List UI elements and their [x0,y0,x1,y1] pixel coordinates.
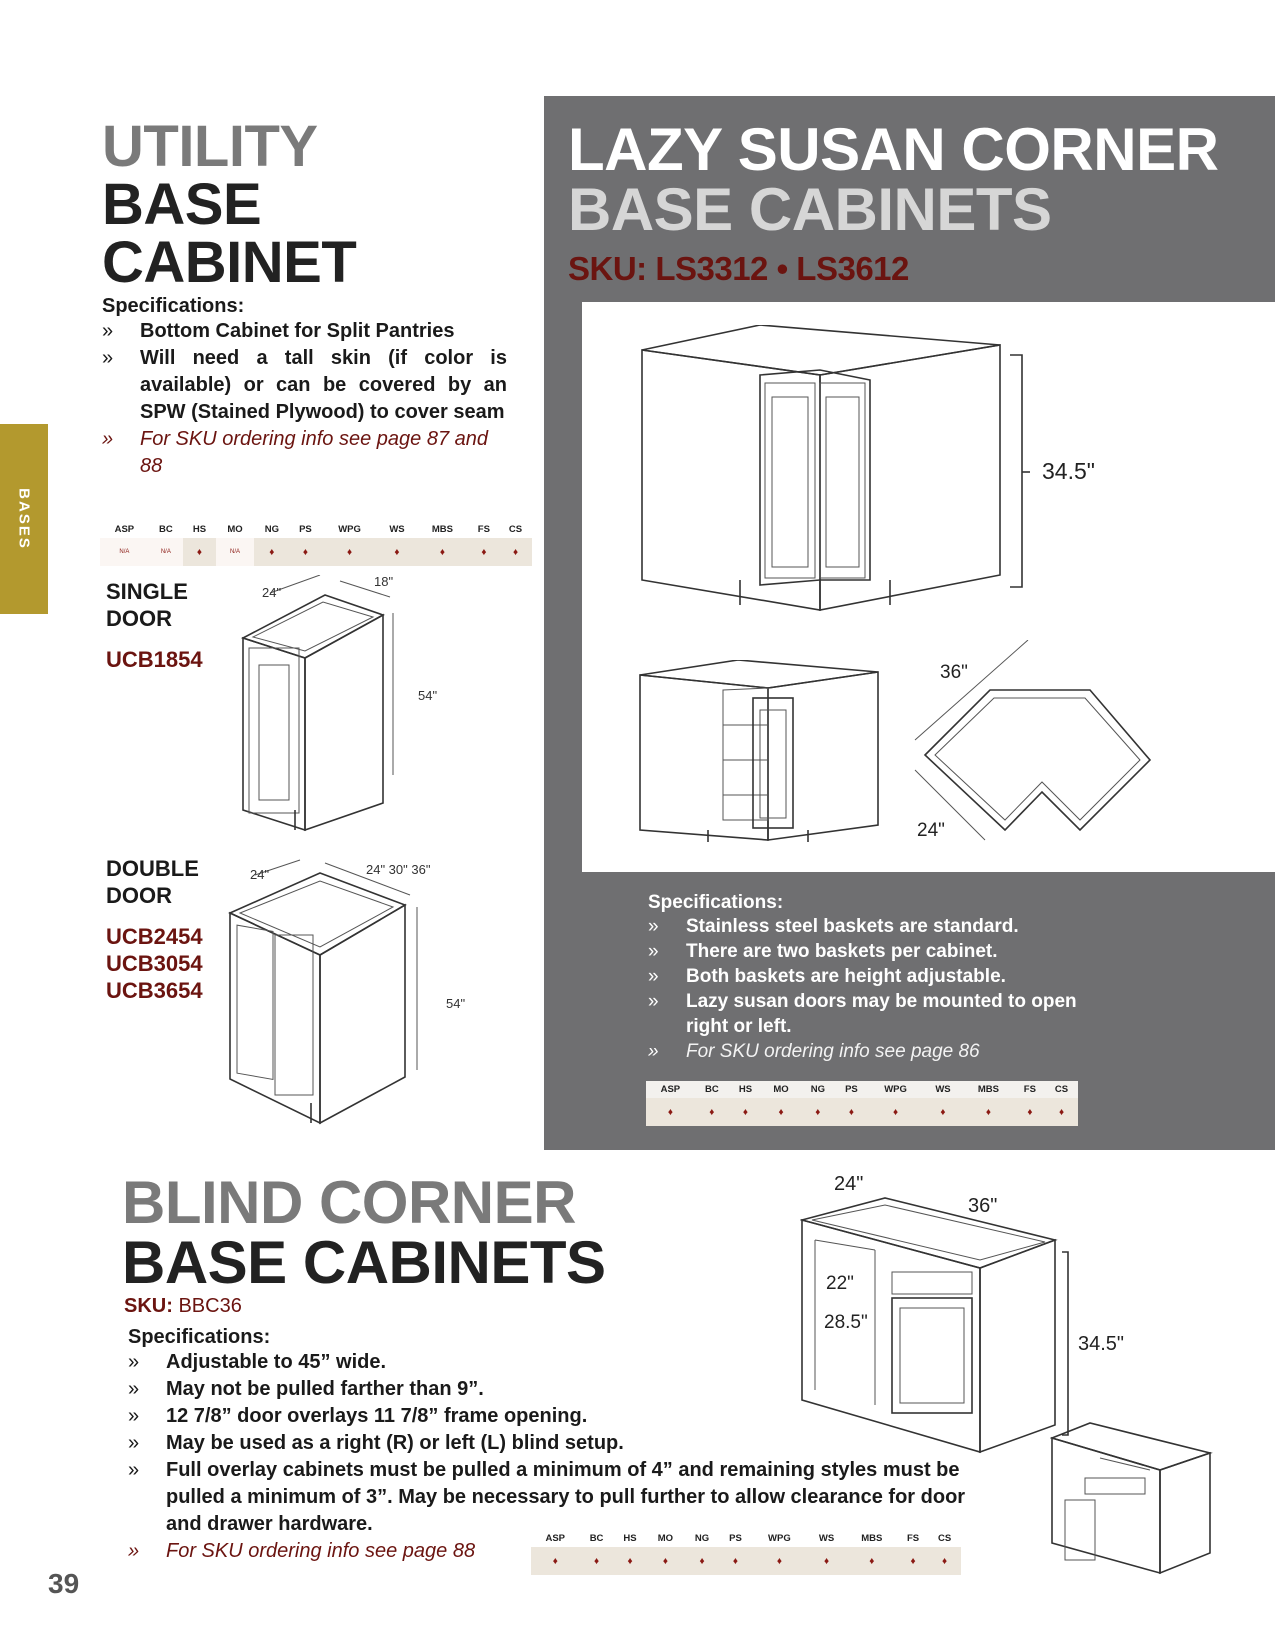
double-door-cabinet-drawing [225,855,455,1135]
utility-header-cell: MO [227,524,243,535]
lazy-title-line2: BASE CABINETS [568,176,1052,243]
lazy-specs [648,892,1078,1064]
blind-header-cell: BC [589,1533,604,1544]
lazy-header-cell: CS [1054,1084,1069,1095]
blind-header-cell: HS [623,1533,637,1544]
lazy-spec-title: Specifications: [648,892,784,913]
double-door-label-line2: DOOR [106,883,172,908]
lazy-header-cell: BC [704,1084,719,1095]
side-tab-label: BASES [15,488,33,550]
utility-availability-cell: ♦ [416,538,469,566]
lazy-ordering-link[interactable]: » For SKU ordering info see page 86 [648,1039,1078,1064]
blind-header-cell: WPG [768,1533,791,1544]
lazy-spec-item: » Lazy susan doors may be mounted to open right or left. [648,989,1078,1039]
double-width-dim: 24" 30" 36" [366,862,431,877]
double-door-sku: UCB3654 [106,978,203,1003]
utility-header-cell: PS [299,524,312,535]
utility-availability-cell: ♦ [254,538,290,566]
blind-availability-cell: ♦ [531,1547,580,1575]
utility-spec-item: » Bottom Cabinet for Split Pantries [102,318,507,345]
blind-header-cell: FS [906,1533,920,1544]
utility-header-cell: BC [158,524,173,535]
blind-availability-table [531,1530,961,1575]
blind-spec-title: Specifications: [128,1326,271,1348]
double-door-sku: UCB3054 [106,951,203,976]
utility-availability-cell: N/A [149,538,183,566]
blind-spec-item: » Full overlay cabinets must be pulled a minimum of 4” and remaining styles must be pulled a minimum of 3”. May be necessary to pull further to allow clearance for door and drawer hardware. [128,1457,978,1538]
utility-availability-cell: ♦ [499,538,532,566]
blind-spec-item: » Adjustable to 45” wide. [128,1349,978,1376]
lazy-side1-dim: 36" [940,662,968,683]
blind-inner-height-dim: 28.5" [824,1312,868,1333]
blind-corner-small-drawing [1050,1418,1220,1578]
blind-availability-cell: ♦ [614,1547,647,1575]
double-depth-dim: 24" [250,867,270,882]
lazy-susan-title [568,116,1219,288]
utility-spec-title: Specifications: [102,295,245,317]
blind-header-cell: CS [937,1533,952,1544]
lazy-header-cell: MBS [977,1084,999,1095]
blind-spec-item: » 12 7/8” door overlays 11 7/8” frame opening. [128,1403,978,1430]
blind-sku [124,1295,242,1318]
lazy-availability-cell: ♦ [1045,1098,1078,1126]
lazy-header-cell: HS [738,1084,753,1095]
blind-spec-item: » May be used as a right (R) or left (L) blind setup. [128,1430,978,1457]
lazy-height-dim: 34.5" [1042,458,1095,484]
lazy-sku: SKU: LS3312 • LS3612 [568,250,909,287]
blind-availability-cell: ♦ [898,1547,928,1575]
blind-title [122,1169,606,1296]
utility-title-line3: CABINET [102,230,357,295]
lazy-spec-item: » Both baskets are height adjustable. [648,964,1078,989]
single-width-dim: 18" [374,574,394,589]
lazy-header-cell: PS [845,1084,858,1095]
utility-header-cell: HS [192,524,207,535]
double-height-dim: 54" [446,996,466,1011]
utility-title-line2: BASE [102,172,262,237]
blind-sku-label: SKU: [124,1295,173,1317]
blind-availability-cell: ♦ [720,1547,751,1575]
blind-title-line2: BASE CABINETS [122,1229,606,1296]
blind-availability-cell: ♦ [580,1547,614,1575]
utility-specs [102,295,507,480]
lazy-availability-cell: ♦ [646,1098,695,1126]
blind-title-line1: BLIND CORNER [122,1169,576,1236]
single-door-sku: UCB1854 [106,647,203,672]
lazy-susan-cabinet-drawing [640,325,1040,615]
utility-header-cell: FS [477,524,490,535]
double-door-label-line1: DOUBLE [106,856,199,881]
page-number: 39 [48,1568,80,1599]
blind-availability-cell: ♦ [808,1547,846,1575]
utility-ordering-link[interactable]: » For SKU ordering info see page 87 and 88 [102,426,507,480]
single-depth-dim: 24" [262,585,282,600]
blind-header-cell: PS [729,1533,742,1544]
blind-header-cell: MBS [861,1533,883,1544]
utility-header-cell: ASP [114,524,135,535]
lazy-availability-table [646,1081,1078,1126]
utility-availability-cell: ♦ [378,538,416,566]
utility-header-cell: MBS [431,524,453,535]
single-door-cabinet-drawing [235,575,465,845]
blind-opening-dim: 22" [826,1273,854,1294]
utility-header-cell: WPG [338,524,361,535]
blind-width-dim: 36" [968,1195,998,1217]
utility-availability-cell: N/A [216,538,254,566]
utility-availability-cell: N/A [100,538,149,566]
blind-depth-dim: 24" [834,1173,864,1195]
lazy-availability-cell: ♦ [762,1098,800,1126]
blind-header-cell: WS [818,1533,835,1544]
blind-header-cell: MO [657,1533,674,1544]
lazy-availability-cell: ♦ [1015,1098,1045,1126]
blind-height-dim: 34.5" [1078,1333,1125,1355]
blind-availability-cell: ♦ [928,1547,961,1575]
lazy-availability-cell: ♦ [836,1098,868,1126]
lazy-availability-cell: ♦ [962,1098,1015,1126]
lazy-header-cell: FS [1023,1084,1036,1095]
utility-header-cell: CS [508,524,523,535]
lazy-availability-cell: ♦ [924,1098,962,1126]
lazy-availability-cell: ♦ [695,1098,729,1126]
blind-availability-cell: ♦ [646,1547,684,1575]
single-door-label-line1: SINGLE [106,579,188,604]
lazy-side2-dim: 24" [917,820,945,841]
lazy-title-line1: LAZY SUSAN CORNER [568,116,1219,183]
utility-spec-item: » Will need a tall skin (if color is available) or can be covered by an SPW (Stained Plywood) to cover seam [102,345,507,426]
utility-header-cell: WS [389,524,405,535]
lazy-spec-item: » There are two baskets per cabinet. [648,939,1078,964]
blind-ordering-link[interactable]: » For SKU ordering info see page 88 [128,1538,978,1565]
blind-header-cell: ASP [545,1533,566,1544]
blind-availability-cell: ♦ [846,1547,898,1575]
lazy-spec-item: » Stainless steel baskets are standard. [648,914,1078,939]
lazy-availability-cell: ♦ [800,1098,836,1126]
double-door-label [106,855,203,1004]
blind-spec-item: » May not be pulled farther than 9”. [128,1376,978,1403]
utility-availability-cell: ♦ [469,538,499,566]
lazy-header-cell: NG [810,1084,825,1095]
section-side-tab [0,424,48,614]
blind-availability-cell: ♦ [684,1547,719,1575]
utility-title [102,114,357,295]
utility-header-cell: NG [264,524,279,535]
double-door-sku: UCB2454 [106,924,203,949]
utility-availability-cell: ♦ [290,538,322,566]
utility-title-line1: UTILITY [102,114,318,179]
lazy-header-cell: ASP [660,1084,681,1095]
utility-availability-table [100,521,532,566]
lazy-header-cell: WPG [884,1084,907,1095]
utility-availability-cell: ♦ [183,538,216,566]
lazy-availability-cell: ♦ [867,1098,924,1126]
single-door-label-line2: DOOR [106,606,172,631]
lazy-header-cell: MO [773,1084,789,1095]
lazy-availability-cell: ♦ [729,1098,762,1126]
lazy-susan-open-drawing [638,660,883,845]
blind-sku-value: BBC36 [178,1295,242,1317]
single-height-dim: 54" [418,688,438,703]
single-door-label [106,578,203,673]
blind-header-cell: NG [694,1533,710,1544]
utility-availability-cell: ♦ [321,538,378,566]
blind-availability-cell: ♦ [751,1547,807,1575]
lazy-header-cell: WS [935,1084,951,1095]
